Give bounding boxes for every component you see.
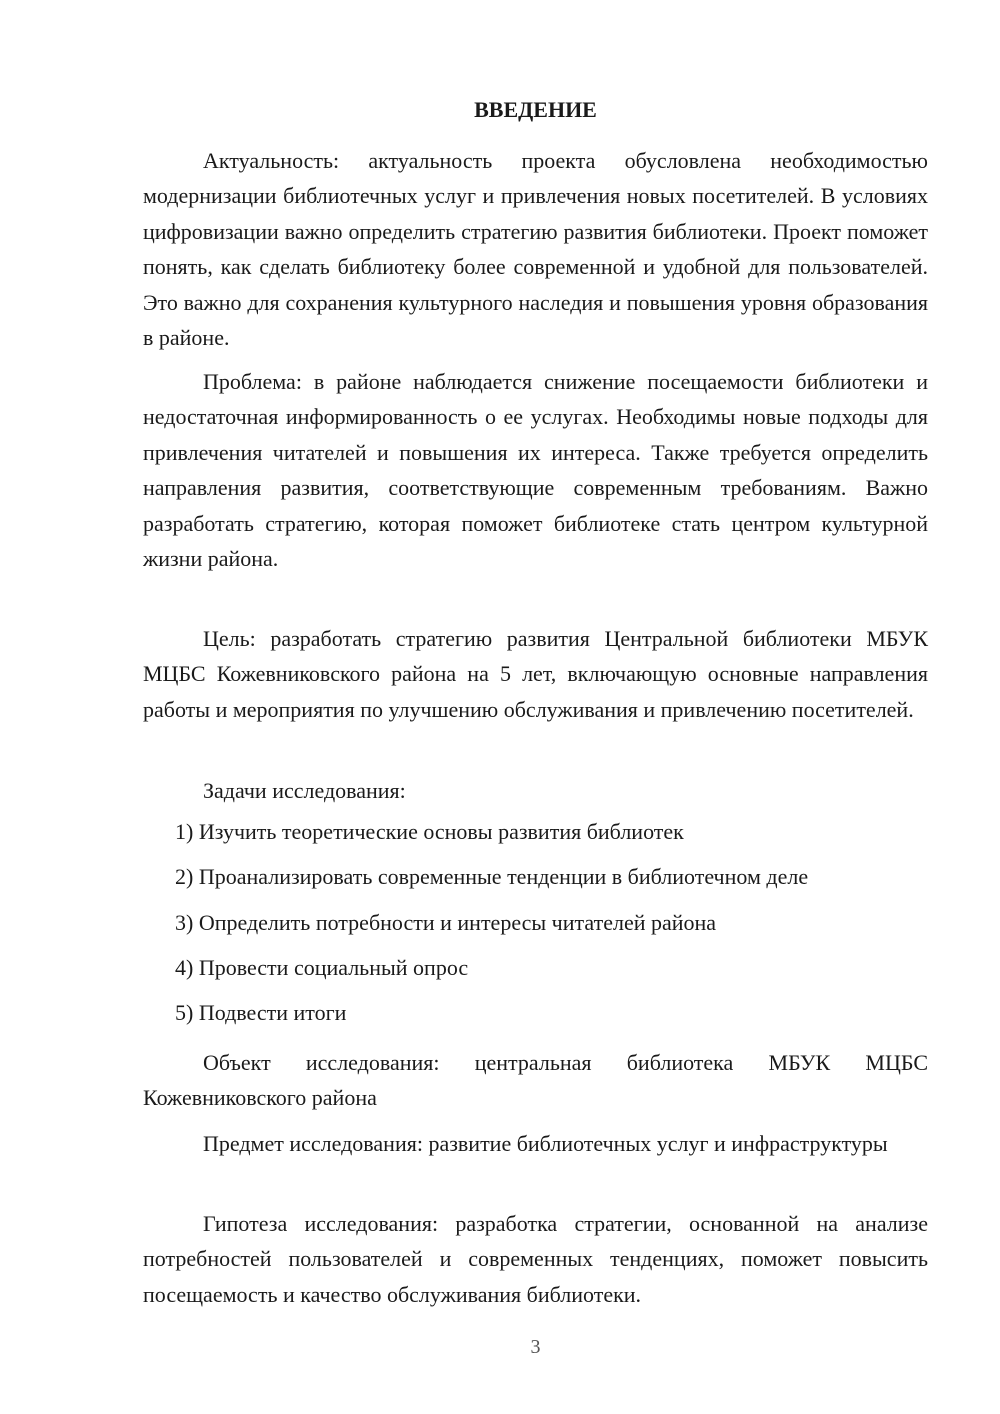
page-number: 3 xyxy=(530,1336,541,1358)
object-paragraph: Объект исследования: центральная библиотека МБУК МЦБС Кожевниковского района xyxy=(143,1050,928,1111)
list-item: 2) Проанализировать современные тенденции в библиотечном деле xyxy=(175,864,809,890)
goal-paragraph: Цель: разработать стратегию развития Центральной библиотеки МБУК МЦБС Кожевниковского района на 5 лет, включающую основные направления работы и мероприятия по улучшению обслуживания и привлечению посетителей. xyxy=(143,626,928,722)
tasks-heading: Задачи исследования: xyxy=(203,778,406,803)
problem-paragraph: Проблема: в районе наблюдается снижение посещаемости библиотеки и недостаточная информированность о ее услугах. Необходимы новые подходы для привлечения читателей и повышения их интереса. Также требуется определить направления развития, соответствующие современным требованиям. Важно разработать стратегию, которая поможет библиотеке стать центром культурной жизни района. xyxy=(143,369,928,572)
hypothesis-paragraph: Гипотеза исследования: разработка стратегии, основанной на анализе потребностей пользователей и современных тенденциях, поможет повысить посещаемость и качество обслуживания библиотеки. xyxy=(143,1211,928,1307)
list-item: 4) Провести социальный опрос xyxy=(175,954,469,980)
list-item: 5) Подвести итоги xyxy=(175,1000,347,1026)
list-item: 1) Изучить теоретические основы развития библиотек xyxy=(175,819,684,844)
tasks-list xyxy=(143,817,928,1043)
list-item: 3) Определить потребности и интересы читателей района xyxy=(175,909,717,935)
page-title: ВВЕДЕНИЕ xyxy=(474,97,597,122)
relevance-paragraph: Актуальность: актуальность проекта обусловлена необходимостью модернизации библиотечных услуг и привлечения новых посетителей. В условиях цифровизации важно определить стратегию развития библиотеки. Проект поможет понять, как сделать библиотеку более современной и удобной для пользователей. Это важно для сохранения культурного наследия и повышения уровня образования в районе. xyxy=(143,148,928,351)
subject-paragraph: Предмет исследования: развитие библиотечных услуг и инфраструктуры xyxy=(203,1131,888,1156)
